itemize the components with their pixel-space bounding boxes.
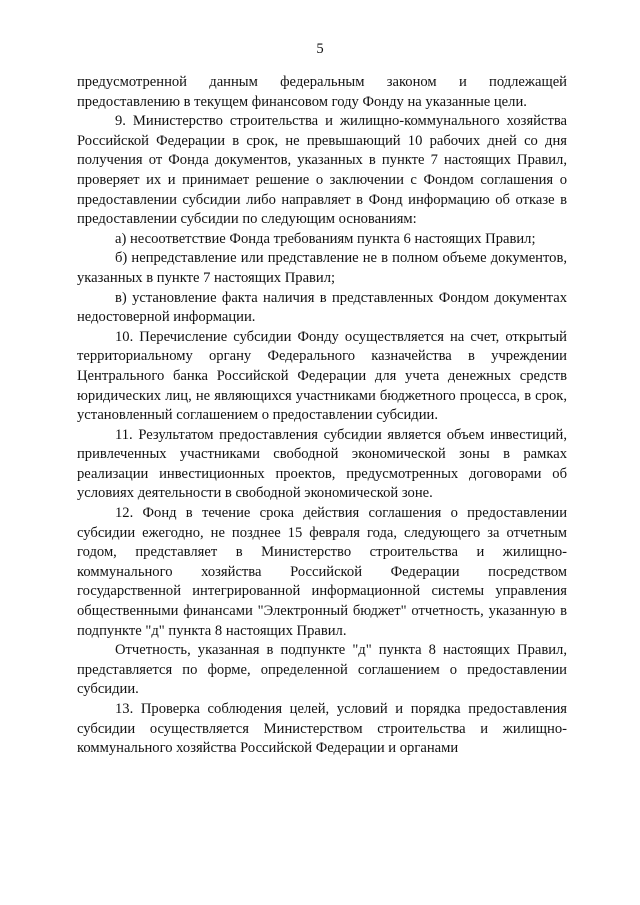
paragraph-continuation: предусмотренной данным федеральным законом и подлежащей предоставлению в текущем финансовом году Фонду на указанные цели. <box>77 74 567 110</box>
paragraph-subitem-a: а) несоответствие Фонда требованиям пункта 6 настоящих Правил; <box>115 230 536 247</box>
paragraph-item-9: 9. Министерство строительства и жилищно-коммунального хозяйства Российской Федерации в срок, не превышающий 10 рабочих дней со дня получения от Фонда документов, указанных в пункте 7 настоящих Правил, проверяет их и принимает решение о заключении с Фондом соглашения о предоставлении субсидии либо направляет в Фонд информацию об отказе в предоставлении субсидии по следующим основаниям: <box>77 113 567 228</box>
paragraph-item-12: 12. Фонд в течение срока действия соглашения о предоставлении субсидии ежегодно, не позднее 15 февраля года, следующего за отчетным годом, представляет в Министерство строительства и жилищно-коммунального хозяйства Российской Федерации посредством государственной интегрированной информационной системы управления общественными финансами "Электронный бюджет" отчетность, указанную в подпункте "д" пункта 8 настоящих Правил. <box>77 505 567 639</box>
paragraph-item-13: 13. Проверка соблюдения целей, условий и порядка предоставления субсидии осуществляется Министерством строительства и жилищно-коммунального хозяйства Российской Федерации и органами <box>77 701 567 757</box>
page-number: 5 <box>316 41 324 57</box>
paragraph-subitem-b: б) непредставление или представление не в полном объеме документов, указанных в пункте 7 настоящих Правил; <box>77 250 567 286</box>
document-body <box>77 73 567 759</box>
paragraph-item-10: 10. Перечисление субсидии Фонду осуществляется на счет, открытый территориальному органу Федерального казначейства в учреждении Центрального банка Российской Федерации для учета денежных средств юридических лиц, не являющихся участниками бюджетного процесса, в срок, установленный соглашением о предоставлении субсидии. <box>77 328 567 424</box>
paragraph-reporting: Отчетность, указанная в подпункте "д" пункта 8 настоящих Правил, представляется по форме, определенной соглашением о предоставлении субсидии. <box>77 642 567 698</box>
paragraph-subitem-v: в) установление факта наличия в представленных Фондом документах недостоверной информации. <box>77 289 567 326</box>
paragraph-item-11: 11. Результатом предоставления субсидии является объем инвестиций, привлеченных участниками свободной экономической зоны в рамках реализации инвестиционных проектов, предусмотренных договорами об условиях деятельности в свободной экономической зоне. <box>77 426 567 502</box>
